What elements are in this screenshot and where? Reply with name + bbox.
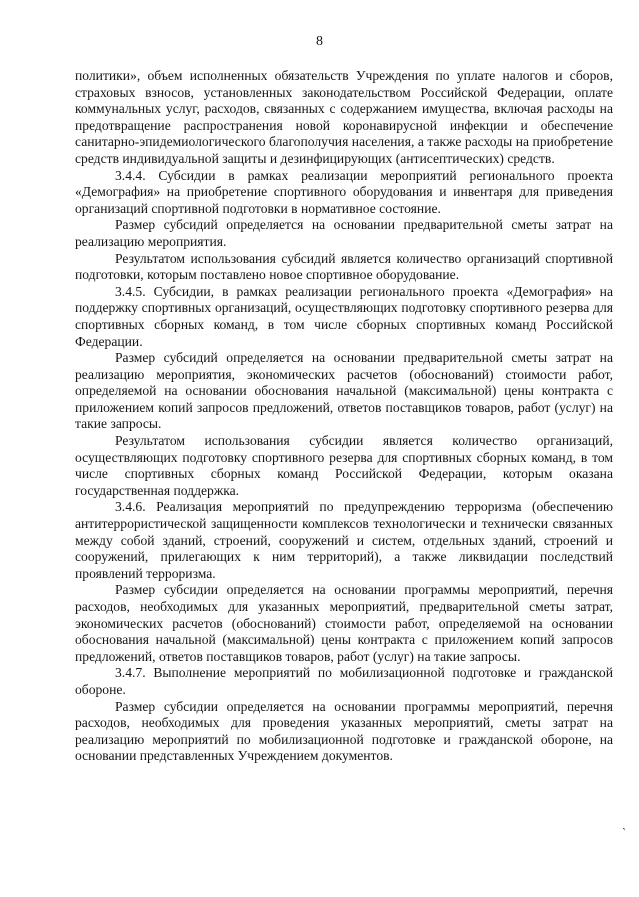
document-body [75,68,613,765]
paragraph-3-4-4: 3.4.4. Субсидии в рамках реализации мероприятий регионального проекта «Демография» на приобретение спортивного оборудования и инвентаря для приведения организаций спортивной подготовки в нормативное состояние. [75,167,613,216]
scan-mark: ʼ [621,826,631,837]
paragraph-3-4-5-result: Результатом использования субсидии является количество организаций, осуществляющих подготовку спортивного резерва для спортивных сборных команд, в том числе спортивных сборных команд Российской Федерации, которым оказана государственная поддержка. [75,433,613,498]
paragraph-3-4-5: 3.4.5. Субсидии, в рамках реализации регионального проекта «Демография» на поддержку спортивных организаций, осуществляющих подготовку спортивного резерва для спортивных сборных команд, в том числе сборных спортивных команд Российской Федерации. [75,283,613,349]
paragraph-3-4-7-size: Размер субсидии определяется на основании программы мероприятий, перечня расходов, необходимых для проведения указанных мероприятий, сметы затрат на реализацию мероприятий по мобилизационной подготовке и гражданской обороне, на основании представленных Учреждением документов. [75,698,613,764]
paragraph-3-4-6: 3.4.6. Реализация мероприятий по предупреждению терроризма (обеспечению антитеррористической защищенности комплексов технологически и технически связанных между собой зданий, строений, сооружений и систем, отдельных зданий, строений и сооружений, прилегающих к ним территорий), а также ликвидации последствий проявлений терроризма. [75,499,613,581]
paragraph-continuation: политики», объем исполненных обязательств Учреждения по уплате налогов и сборов, страховых взносов, установленных законодательством Российской Федерации, оплате коммунальных услуг, расходов, связанных с содержанием имущества, включая расходы на предотвращение распространения новой коронавирусной инфекции и обеспечение санитарно-эпидемиологического благополучия населения, а также расходы на приобретение средств индивидуальной защиты и дезинфицирующих (антисептических) средств. [75,68,613,166]
paragraph-3-4-4-result: Результатом использования субсидий является количество организаций спортивной подготовки, которым поставлено новое спортивное оборудование. [75,250,613,283]
paragraph-3-4-7: 3.4.7. Выполнение мероприятий по мобилизационной подготовке и гражданской обороне. [75,665,613,697]
paragraph-3-4-5-size: Размер субсидий определяется на основании предварительной сметы затрат на реализацию мероприятия, экономических расчетов (обоснований) стоимости работ, определяемой на основании обоснования начальной (максимальной) цены контракта с приложением копий запросов предложений, ответов поставщиков товаров, работ (услуг) на такие запросы. [75,350,613,432]
paragraph-3-4-4-size: Размер субсидий определяется на основании предварительной сметы затрат на реализацию мероприятия. [75,217,613,249]
paragraph-3-4-6-size: Размер субсидии определяется на основании программы мероприятий, перечня расходов, необходимых для указанных мероприятий, предварительной сметы затрат, экономических расчетов (обоснований) стоимости работ, определяемой на основании обоснования начальной (максимальной) цены контракта с приложением копий запросов предложений, ответов поставщиков товаров, работ (услуг) на такие запросы. [75,582,613,664]
page-number: 8 [316,34,323,49]
